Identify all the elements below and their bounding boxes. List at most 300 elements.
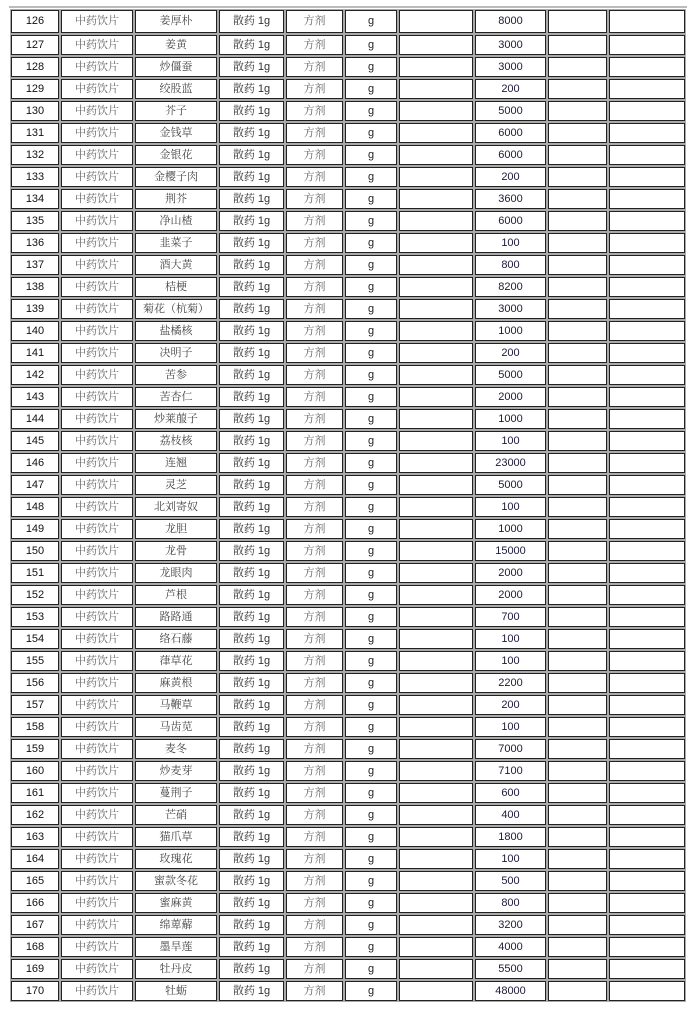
empty-cell bbox=[609, 519, 685, 539]
quantity-cell: 8200 bbox=[475, 277, 546, 297]
empty-cell bbox=[548, 673, 607, 693]
empty-cell bbox=[399, 629, 473, 649]
quantity-cell: 2000 bbox=[475, 585, 546, 605]
table-row bbox=[11, 673, 685, 693]
empty-cell bbox=[548, 35, 607, 55]
name-cell: 马鞭草 bbox=[135, 695, 217, 715]
spec-cell: 散药 1g bbox=[219, 365, 284, 385]
spec-cell: 散药 1g bbox=[219, 541, 284, 561]
row-number: 155 bbox=[11, 651, 59, 671]
table-row bbox=[11, 233, 685, 253]
empty-cell bbox=[548, 123, 607, 143]
quantity-cell: 200 bbox=[475, 343, 546, 363]
empty-cell bbox=[399, 409, 473, 429]
empty-cell bbox=[548, 387, 607, 407]
row-number: 162 bbox=[11, 805, 59, 825]
empty-cell bbox=[399, 365, 473, 385]
unit-cell: g bbox=[345, 959, 397, 979]
spec-cell: 散药 1g bbox=[219, 915, 284, 935]
quantity-cell: 100 bbox=[475, 849, 546, 869]
category-cell: 中药饮片 bbox=[61, 277, 133, 297]
quantity-cell: 1000 bbox=[475, 321, 546, 341]
empty-cell bbox=[548, 277, 607, 297]
row-number: 151 bbox=[11, 563, 59, 583]
row-number: 153 bbox=[11, 607, 59, 627]
type-cell: 方剂 bbox=[286, 849, 343, 869]
empty-cell bbox=[548, 695, 607, 715]
name-cell: 墨旱莲 bbox=[135, 937, 217, 957]
spec-cell: 散药 1g bbox=[219, 981, 284, 1001]
spec-cell: 散药 1g bbox=[219, 79, 284, 99]
type-cell: 方剂 bbox=[286, 761, 343, 781]
empty-cell bbox=[399, 805, 473, 825]
empty-cell bbox=[399, 299, 473, 319]
spec-cell: 散药 1g bbox=[219, 717, 284, 737]
category-cell: 中药饮片 bbox=[61, 827, 133, 847]
name-cell: 北刘寄奴 bbox=[135, 497, 217, 517]
name-cell: 葎草花 bbox=[135, 651, 217, 671]
name-cell: 盐橘核 bbox=[135, 321, 217, 341]
type-cell: 方剂 bbox=[286, 321, 343, 341]
empty-cell bbox=[548, 893, 607, 913]
unit-cell: g bbox=[345, 695, 397, 715]
unit-cell: g bbox=[345, 343, 397, 363]
empty-cell bbox=[609, 563, 685, 583]
table-row bbox=[11, 343, 685, 363]
unit-cell: g bbox=[345, 475, 397, 495]
category-cell: 中药饮片 bbox=[61, 519, 133, 539]
empty-cell bbox=[548, 409, 607, 429]
quantity-cell: 5000 bbox=[475, 475, 546, 495]
category-cell: 中药饮片 bbox=[61, 783, 133, 803]
row-number: 142 bbox=[11, 365, 59, 385]
unit-cell: g bbox=[345, 167, 397, 187]
empty-cell bbox=[399, 387, 473, 407]
spec-cell: 散药 1g bbox=[219, 10, 284, 33]
type-cell: 方剂 bbox=[286, 783, 343, 803]
spec-cell: 散药 1g bbox=[219, 893, 284, 913]
row-number: 136 bbox=[11, 233, 59, 253]
empty-cell bbox=[548, 717, 607, 737]
type-cell: 方剂 bbox=[286, 475, 343, 495]
type-cell: 方剂 bbox=[286, 57, 343, 77]
spec-cell: 散药 1g bbox=[219, 871, 284, 891]
name-cell: 麻黄根 bbox=[135, 673, 217, 693]
name-cell: 连翘 bbox=[135, 453, 217, 473]
empty-cell bbox=[609, 585, 685, 605]
empty-cell bbox=[609, 299, 685, 319]
empty-cell bbox=[548, 827, 607, 847]
empty-cell bbox=[609, 717, 685, 737]
empty-cell bbox=[609, 761, 685, 781]
name-cell: 荔枝核 bbox=[135, 431, 217, 451]
category-cell: 中药饮片 bbox=[61, 35, 133, 55]
category-cell: 中药饮片 bbox=[61, 563, 133, 583]
quantity-cell: 3000 bbox=[475, 35, 546, 55]
row-number: 146 bbox=[11, 453, 59, 473]
empty-cell bbox=[399, 849, 473, 869]
type-cell: 方剂 bbox=[286, 299, 343, 319]
table-row bbox=[11, 299, 685, 319]
name-cell: 芒硝 bbox=[135, 805, 217, 825]
unit-cell: g bbox=[345, 563, 397, 583]
name-cell: 韭菜子 bbox=[135, 233, 217, 253]
type-cell: 方剂 bbox=[286, 123, 343, 143]
name-cell: 龙骨 bbox=[135, 541, 217, 561]
row-number: 140 bbox=[11, 321, 59, 341]
category-cell: 中药饮片 bbox=[61, 233, 133, 253]
table-row bbox=[11, 607, 685, 627]
quantity-cell: 6000 bbox=[475, 211, 546, 231]
empty-cell bbox=[548, 299, 607, 319]
unit-cell: g bbox=[345, 431, 397, 451]
empty-cell bbox=[548, 10, 607, 33]
type-cell: 方剂 bbox=[286, 563, 343, 583]
name-cell: 炒莱菔子 bbox=[135, 409, 217, 429]
row-number: 141 bbox=[11, 343, 59, 363]
spec-cell: 散药 1g bbox=[219, 35, 284, 55]
empty-cell bbox=[609, 101, 685, 121]
table-row bbox=[11, 145, 685, 165]
table-row bbox=[11, 739, 685, 759]
name-cell: 路路通 bbox=[135, 607, 217, 627]
spec-cell: 散药 1g bbox=[219, 673, 284, 693]
row-number: 166 bbox=[11, 893, 59, 913]
unit-cell: g bbox=[345, 849, 397, 869]
type-cell: 方剂 bbox=[286, 101, 343, 121]
unit-cell: g bbox=[345, 277, 397, 297]
empty-cell bbox=[399, 57, 473, 77]
category-cell: 中药饮片 bbox=[61, 717, 133, 737]
row-number: 167 bbox=[11, 915, 59, 935]
name-cell: 蔓荆子 bbox=[135, 783, 217, 803]
type-cell: 方剂 bbox=[286, 387, 343, 407]
category-cell: 中药饮片 bbox=[61, 10, 133, 33]
empty-cell bbox=[399, 607, 473, 627]
empty-cell bbox=[609, 35, 685, 55]
name-cell: 苦杏仁 bbox=[135, 387, 217, 407]
table-row bbox=[11, 937, 685, 957]
empty-cell bbox=[609, 893, 685, 913]
empty-cell bbox=[399, 915, 473, 935]
table-row bbox=[11, 475, 685, 495]
table-row bbox=[11, 167, 685, 187]
row-number: 164 bbox=[11, 849, 59, 869]
table-row bbox=[11, 497, 685, 517]
name-cell: 牡丹皮 bbox=[135, 959, 217, 979]
unit-cell: g bbox=[345, 387, 397, 407]
empty-cell bbox=[548, 79, 607, 99]
type-cell: 方剂 bbox=[286, 893, 343, 913]
quantity-cell: 1000 bbox=[475, 519, 546, 539]
row-number: 163 bbox=[11, 827, 59, 847]
category-cell: 中药饮片 bbox=[61, 123, 133, 143]
category-cell: 中药饮片 bbox=[61, 673, 133, 693]
category-cell: 中药饮片 bbox=[61, 937, 133, 957]
unit-cell: g bbox=[345, 893, 397, 913]
empty-cell bbox=[609, 673, 685, 693]
category-cell: 中药饮片 bbox=[61, 981, 133, 1001]
type-cell: 方剂 bbox=[286, 365, 343, 385]
spec-cell: 散药 1g bbox=[219, 497, 284, 517]
unit-cell: g bbox=[345, 233, 397, 253]
category-cell: 中药饮片 bbox=[61, 365, 133, 385]
empty-cell bbox=[399, 101, 473, 121]
empty-cell bbox=[399, 585, 473, 605]
table-row bbox=[11, 563, 685, 583]
empty-cell bbox=[609, 321, 685, 341]
category-cell: 中药饮片 bbox=[61, 453, 133, 473]
empty-cell bbox=[399, 321, 473, 341]
spec-cell: 散药 1g bbox=[219, 189, 284, 209]
unit-cell: g bbox=[345, 123, 397, 143]
quantity-cell: 5000 bbox=[475, 101, 546, 121]
quantity-cell: 800 bbox=[475, 893, 546, 913]
empty-cell bbox=[399, 695, 473, 715]
category-cell: 中药饮片 bbox=[61, 189, 133, 209]
quantity-cell: 500 bbox=[475, 871, 546, 891]
table-row bbox=[11, 321, 685, 341]
spec-cell: 散药 1g bbox=[219, 57, 284, 77]
table-row bbox=[11, 827, 685, 847]
empty-cell bbox=[609, 431, 685, 451]
spec-cell: 散药 1g bbox=[219, 167, 284, 187]
table-row bbox=[11, 893, 685, 913]
unit-cell: g bbox=[345, 519, 397, 539]
quantity-cell: 2200 bbox=[475, 673, 546, 693]
quantity-cell: 200 bbox=[475, 79, 546, 99]
type-cell: 方剂 bbox=[286, 343, 343, 363]
empty-cell bbox=[609, 871, 685, 891]
row-number: 168 bbox=[11, 937, 59, 957]
unit-cell: g bbox=[345, 211, 397, 231]
type-cell: 方剂 bbox=[286, 519, 343, 539]
category-cell: 中药饮片 bbox=[61, 761, 133, 781]
type-cell: 方剂 bbox=[286, 211, 343, 231]
name-cell: 玫瑰花 bbox=[135, 849, 217, 869]
empty-cell bbox=[399, 79, 473, 99]
empty-cell bbox=[609, 145, 685, 165]
quantity-cell: 800 bbox=[475, 255, 546, 275]
quantity-cell: 7100 bbox=[475, 761, 546, 781]
unit-cell: g bbox=[345, 255, 397, 275]
unit-cell: g bbox=[345, 145, 397, 165]
empty-cell bbox=[399, 233, 473, 253]
name-cell: 净山楂 bbox=[135, 211, 217, 231]
empty-cell bbox=[399, 431, 473, 451]
quantity-cell: 100 bbox=[475, 233, 546, 253]
unit-cell: g bbox=[345, 57, 397, 77]
empty-cell bbox=[548, 563, 607, 583]
table-row bbox=[11, 453, 685, 473]
empty-cell bbox=[399, 871, 473, 891]
empty-cell bbox=[609, 343, 685, 363]
spec-cell: 散药 1g bbox=[219, 937, 284, 957]
category-cell: 中药饮片 bbox=[61, 497, 133, 517]
table-row bbox=[11, 277, 685, 297]
empty-cell bbox=[609, 10, 685, 33]
empty-cell bbox=[609, 805, 685, 825]
name-cell: 马齿苋 bbox=[135, 717, 217, 737]
spec-cell: 散药 1g bbox=[219, 321, 284, 341]
empty-cell bbox=[399, 673, 473, 693]
table-row bbox=[11, 959, 685, 979]
quantity-cell: 200 bbox=[475, 695, 546, 715]
table-viewport bbox=[9, 6, 689, 1003]
type-cell: 方剂 bbox=[286, 981, 343, 1001]
name-cell: 姜厚朴 bbox=[135, 10, 217, 33]
category-cell: 中药饮片 bbox=[61, 695, 133, 715]
row-number: 158 bbox=[11, 717, 59, 737]
quantity-cell: 1800 bbox=[475, 827, 546, 847]
unit-cell: g bbox=[345, 321, 397, 341]
name-cell: 绵萆薢 bbox=[135, 915, 217, 935]
empty-cell bbox=[609, 189, 685, 209]
empty-cell bbox=[609, 629, 685, 649]
type-cell: 方剂 bbox=[286, 497, 343, 517]
table-row bbox=[11, 695, 685, 715]
empty-cell bbox=[548, 541, 607, 561]
empty-cell bbox=[399, 255, 473, 275]
type-cell: 方剂 bbox=[286, 145, 343, 165]
category-cell: 中药饮片 bbox=[61, 387, 133, 407]
empty-cell bbox=[399, 167, 473, 187]
empty-cell bbox=[399, 475, 473, 495]
name-cell: 桔梗 bbox=[135, 277, 217, 297]
empty-cell bbox=[609, 695, 685, 715]
type-cell: 方剂 bbox=[286, 255, 343, 275]
spec-cell: 散药 1g bbox=[219, 101, 284, 121]
quantity-cell: 7000 bbox=[475, 739, 546, 759]
quantity-cell: 48000 bbox=[475, 981, 546, 1001]
empty-cell bbox=[399, 145, 473, 165]
name-cell: 炒僵蚕 bbox=[135, 57, 217, 77]
empty-cell bbox=[548, 915, 607, 935]
empty-cell bbox=[548, 145, 607, 165]
table-row bbox=[11, 849, 685, 869]
type-cell: 方剂 bbox=[286, 717, 343, 737]
quantity-cell: 100 bbox=[475, 431, 546, 451]
table-row bbox=[11, 761, 685, 781]
empty-cell bbox=[399, 189, 473, 209]
empty-cell bbox=[548, 255, 607, 275]
type-cell: 方剂 bbox=[286, 453, 343, 473]
table-row bbox=[11, 519, 685, 539]
empty-cell bbox=[548, 761, 607, 781]
empty-cell bbox=[609, 211, 685, 231]
empty-cell bbox=[548, 475, 607, 495]
empty-cell bbox=[609, 167, 685, 187]
type-cell: 方剂 bbox=[286, 915, 343, 935]
empty-cell bbox=[548, 57, 607, 77]
row-number: 161 bbox=[11, 783, 59, 803]
empty-cell bbox=[609, 959, 685, 979]
empty-cell bbox=[609, 651, 685, 671]
name-cell: 绞股蓝 bbox=[135, 79, 217, 99]
empty-cell bbox=[548, 739, 607, 759]
table-row bbox=[11, 871, 685, 891]
empty-cell bbox=[548, 981, 607, 1001]
empty-cell bbox=[609, 827, 685, 847]
category-cell: 中药饮片 bbox=[61, 101, 133, 121]
empty-cell bbox=[609, 453, 685, 473]
spec-cell: 散药 1g bbox=[219, 123, 284, 143]
quantity-cell: 100 bbox=[475, 497, 546, 517]
quantity-cell: 700 bbox=[475, 607, 546, 627]
empty-cell bbox=[609, 607, 685, 627]
quantity-cell: 5500 bbox=[475, 959, 546, 979]
table-row bbox=[11, 541, 685, 561]
unit-cell: g bbox=[345, 409, 397, 429]
type-cell: 方剂 bbox=[286, 827, 343, 847]
type-cell: 方剂 bbox=[286, 651, 343, 671]
spec-cell: 散药 1g bbox=[219, 387, 284, 407]
name-cell: 蜜麻黄 bbox=[135, 893, 217, 913]
category-cell: 中药饮片 bbox=[61, 321, 133, 341]
unit-cell: g bbox=[345, 761, 397, 781]
row-number: 170 bbox=[11, 981, 59, 1001]
quantity-cell: 8000 bbox=[475, 10, 546, 33]
quantity-cell: 100 bbox=[475, 651, 546, 671]
table-row bbox=[11, 915, 685, 935]
empty-cell bbox=[399, 893, 473, 913]
spec-cell: 散药 1g bbox=[219, 585, 284, 605]
type-cell: 方剂 bbox=[286, 739, 343, 759]
spec-cell: 散药 1g bbox=[219, 695, 284, 715]
empty-cell bbox=[548, 651, 607, 671]
empty-cell bbox=[548, 871, 607, 891]
type-cell: 方剂 bbox=[286, 695, 343, 715]
empty-cell bbox=[548, 805, 607, 825]
empty-cell bbox=[548, 849, 607, 869]
unit-cell: g bbox=[345, 365, 397, 385]
category-cell: 中药饮片 bbox=[61, 409, 133, 429]
empty-cell bbox=[609, 981, 685, 1001]
empty-cell bbox=[548, 585, 607, 605]
unit-cell: g bbox=[345, 607, 397, 627]
table-row bbox=[11, 585, 685, 605]
spec-cell: 散药 1g bbox=[219, 431, 284, 451]
category-cell: 中药饮片 bbox=[61, 343, 133, 363]
table-row bbox=[11, 387, 685, 407]
quantity-cell: 2000 bbox=[475, 563, 546, 583]
unit-cell: g bbox=[345, 497, 397, 517]
row-number: 143 bbox=[11, 387, 59, 407]
row-number: 133 bbox=[11, 167, 59, 187]
row-number: 169 bbox=[11, 959, 59, 979]
row-number: 138 bbox=[11, 277, 59, 297]
empty-cell bbox=[548, 431, 607, 451]
type-cell: 方剂 bbox=[286, 277, 343, 297]
unit-cell: g bbox=[345, 189, 397, 209]
name-cell: 芦根 bbox=[135, 585, 217, 605]
empty-cell bbox=[609, 233, 685, 253]
row-number: 157 bbox=[11, 695, 59, 715]
empty-cell bbox=[548, 101, 607, 121]
name-cell: 芥子 bbox=[135, 101, 217, 121]
spec-cell: 散药 1g bbox=[219, 849, 284, 869]
name-cell: 酒大黄 bbox=[135, 255, 217, 275]
table-row bbox=[11, 365, 685, 385]
table-row bbox=[11, 189, 685, 209]
empty-cell bbox=[399, 827, 473, 847]
category-cell: 中药饮片 bbox=[61, 651, 133, 671]
unit-cell: g bbox=[345, 299, 397, 319]
spec-cell: 散药 1g bbox=[219, 453, 284, 473]
empty-cell bbox=[399, 343, 473, 363]
unit-cell: g bbox=[345, 629, 397, 649]
empty-cell bbox=[609, 255, 685, 275]
